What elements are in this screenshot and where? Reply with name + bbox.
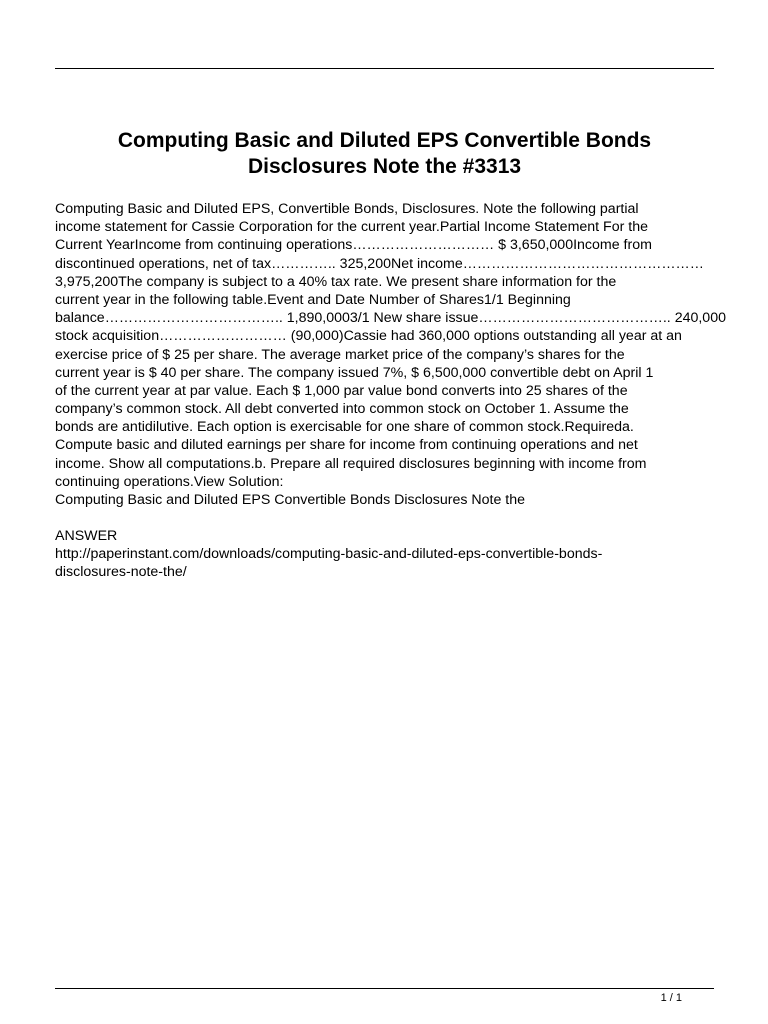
body-line: balance……………………………….. 1,890,0003/1 New share issue………………………………….. 240,000: [55, 310, 726, 327]
body-line: Computing Basic and Diluted EPS Convertible Bonds Disclosures Note the: [55, 492, 526, 508]
body-line: current year is $ 40 per share. The company issued 7%, $ 6,500,000 convertible debt on April 1: [55, 364, 654, 381]
answer-label: ANSWER: [55, 528, 118, 544]
body-line: income. Show all computations.b. Prepare all required disclosures beginning with income from: [55, 455, 647, 472]
title-line: Computing Basic and Diluted EPS Convertible Bonds: [117, 129, 652, 152]
body-line: bonds are antidilutive. Each option is exercisable for one share of common stock.Requireda.: [55, 419, 634, 436]
body-line: discontinued operations, net of tax………….. 325,200Net income……………………………………………: [55, 255, 704, 272]
title-line: Disclosures Note the #3313: [247, 155, 522, 178]
body-line: of the current year at par value. Each $ 1,000 par value bond converts into 25 shares of the: [55, 382, 628, 399]
body-line: company’s common stock. All debt converted into common stock on October 1. Assume the: [55, 401, 629, 418]
answer-link-line[interactable]: disclosures-note-the/: [55, 564, 187, 581]
body-line: exercise price of $ 25 per share. The average market price of the company’s shares for the: [55, 346, 625, 363]
bottom-divider: [55, 988, 714, 989]
body-line: continuing operations.View Solution:: [55, 473, 284, 490]
top-divider: [55, 68, 714, 69]
body-paragraph: [55, 200, 768, 509]
document-title: [55, 128, 714, 180]
answer-link-line[interactable]: http://paperinstant.com/downloads/computing-basic-and-diluted-eps-convertible-bonds-: [55, 546, 603, 563]
body-line: 3,975,200The company is subject to a 40% tax rate. We present share information for the: [55, 273, 617, 290]
answer-section: [55, 527, 768, 582]
body-line: current year in the following table.Event and Date Number of Shares1/1 Beginning: [55, 291, 571, 308]
body-line: Current YearIncome from continuing operations………………………… $ 3,650,000Income from: [55, 237, 652, 254]
body-line: stock acquisition……………………… (90,000)Cassie had 360,000 options outstanding all year at an: [55, 328, 682, 345]
body-line: Computing Basic and Diluted EPS, Convertible Bonds, Disclosures. Note the following partial: [55, 201, 639, 217]
page-number: 1 / 1: [660, 992, 682, 1004]
body-line: Compute basic and diluted earnings per share for income from continuing operations and net: [55, 437, 638, 454]
body-line: income statement for Cassie Corporation for the current year.Partial Income Statement For the: [55, 219, 648, 236]
